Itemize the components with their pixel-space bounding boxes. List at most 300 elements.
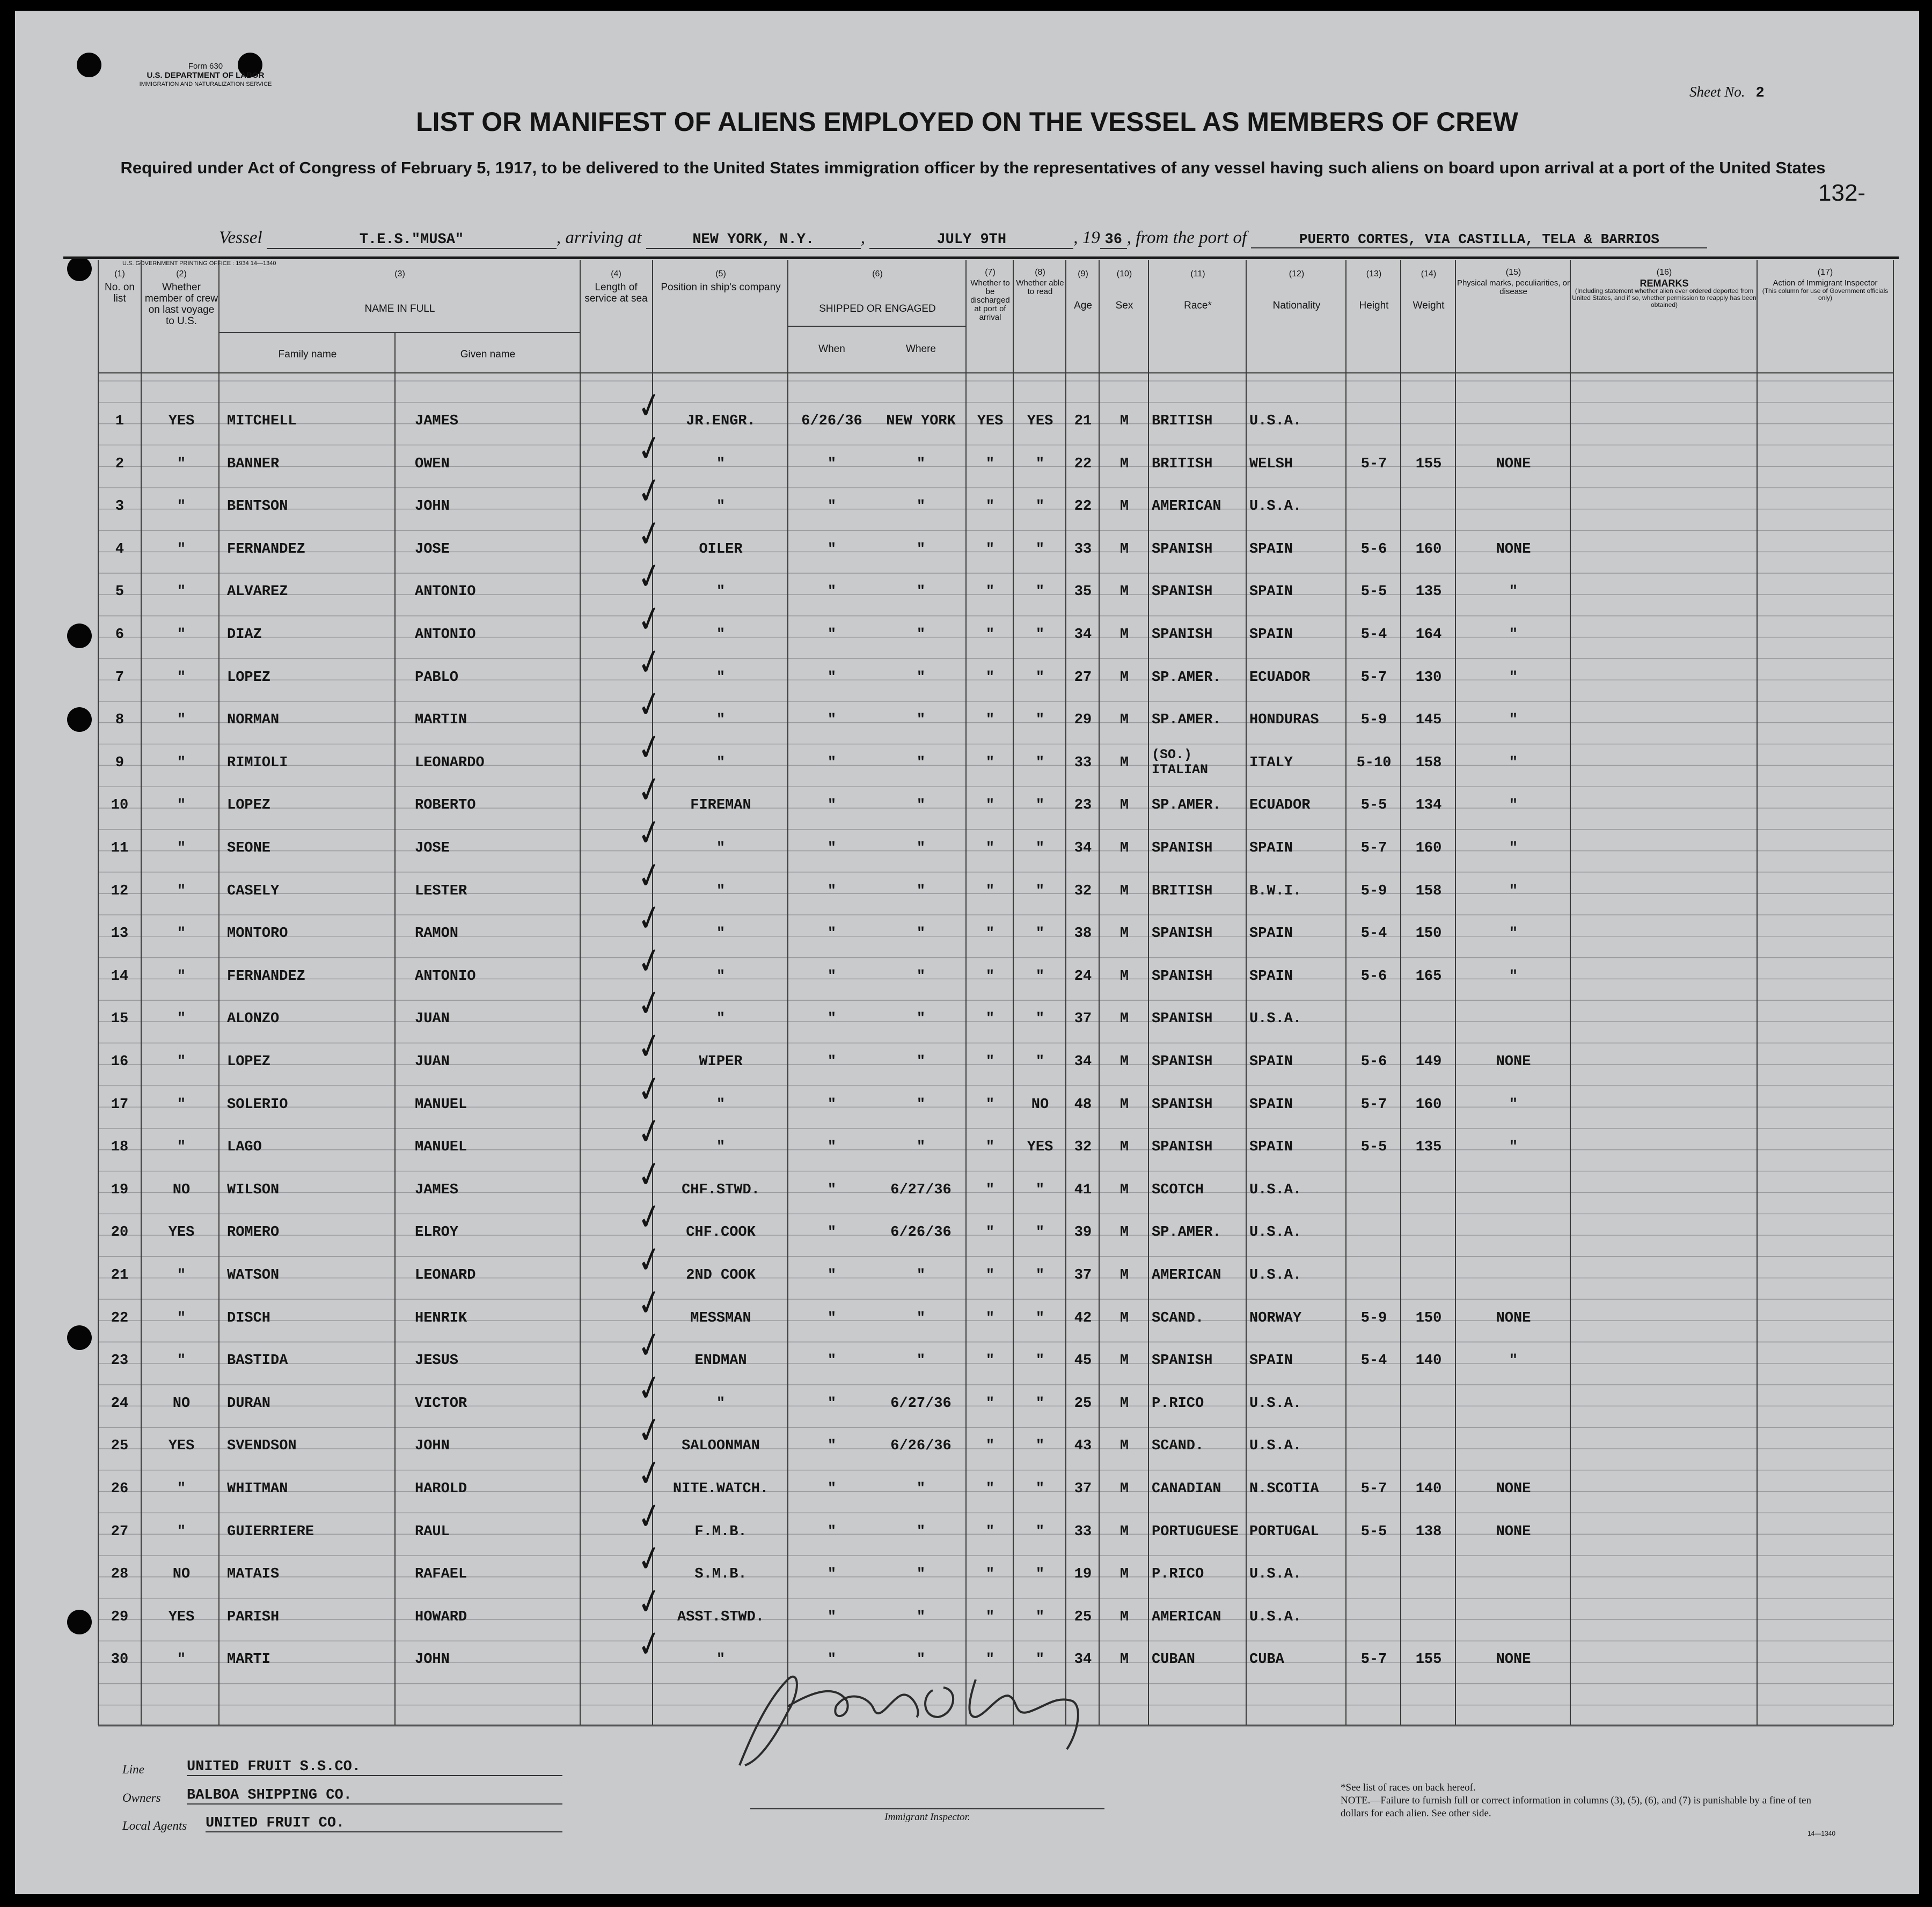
cell-family: SEONE bbox=[227, 840, 271, 856]
header-name: (3) bbox=[394, 269, 405, 278]
cell-family: BANNER bbox=[227, 456, 280, 472]
cell-weight: 160 bbox=[1415, 1096, 1442, 1113]
cell-race: SPANISH bbox=[1152, 1011, 1213, 1028]
arriving-label: , arriving at bbox=[556, 228, 642, 247]
cell-when: " bbox=[827, 712, 837, 729]
check-mark-icon: ✓ bbox=[635, 641, 665, 685]
cell-weight: 150 bbox=[1415, 1310, 1442, 1326]
cell-position: " bbox=[716, 456, 726, 472]
cell-family: NORMAN bbox=[227, 712, 280, 729]
cell-where: " bbox=[916, 754, 926, 771]
cell-where: " bbox=[916, 840, 926, 856]
cell-position: 2ND COOK bbox=[686, 1267, 756, 1283]
cell-given: JAMES bbox=[415, 1182, 459, 1198]
cell-when: " bbox=[827, 754, 837, 771]
cell-race: SP.AMER. bbox=[1152, 1224, 1221, 1241]
cell-given: RAUL bbox=[415, 1523, 450, 1540]
cell-sex: M bbox=[1119, 1096, 1129, 1113]
cell-no: 15 bbox=[111, 1011, 129, 1028]
cell-age: 37 bbox=[1074, 1267, 1092, 1283]
check-mark-icon: ✓ bbox=[635, 1111, 665, 1155]
cell-nationality: U.S.A. bbox=[1249, 1182, 1302, 1198]
cell-no: 21 bbox=[111, 1267, 129, 1283]
cell-read: " bbox=[1035, 627, 1045, 643]
cell-where: " bbox=[916, 1011, 926, 1028]
cell-where: " bbox=[916, 968, 926, 985]
cell-where: " bbox=[916, 584, 926, 600]
cell-where: " bbox=[916, 883, 926, 899]
cell-no: 8 bbox=[115, 712, 125, 729]
cell-height: 5-10 bbox=[1356, 754, 1392, 771]
cell-nationality: SPAIN bbox=[1249, 1139, 1293, 1156]
cell-height: 5-6 bbox=[1360, 1054, 1387, 1070]
cell-prev: " bbox=[177, 968, 186, 985]
cell-nationality: ECUADOR bbox=[1249, 797, 1311, 814]
cell-age: 32 bbox=[1074, 883, 1092, 899]
cell-when: " bbox=[827, 498, 837, 515]
cell-prev: NO bbox=[172, 1395, 191, 1412]
cell-nationality: SPAIN bbox=[1249, 926, 1293, 942]
cell-sex: M bbox=[1119, 413, 1129, 429]
cell-nationality: B.W.I. bbox=[1249, 883, 1302, 899]
page-subtitle: Required under Act of Congress of February 5, 1917, to be delivered to the United States immigration officer by the representatives of any vessel having such aliens on board upon arrival at a port of the United States bbox=[120, 158, 1826, 177]
footnotes bbox=[1341, 1781, 1834, 1820]
cell-prev: " bbox=[177, 754, 186, 771]
cell-read: " bbox=[1035, 797, 1045, 814]
check-mark-icon: ✓ bbox=[635, 811, 665, 856]
agents-value: UNITED FRUIT CO. bbox=[206, 1815, 562, 1832]
cell-given: VICTOR bbox=[415, 1395, 467, 1412]
cell-nationality: U.S.A. bbox=[1249, 498, 1302, 515]
cell-position: OILER bbox=[699, 541, 743, 558]
cell-race: CUBAN bbox=[1152, 1652, 1196, 1668]
cell-family: SOLERIO bbox=[227, 1096, 288, 1113]
cell-read: " bbox=[1035, 584, 1045, 600]
cell-when: " bbox=[827, 797, 837, 814]
cell-race: BRITISH bbox=[1152, 456, 1213, 472]
cell-weight: 160 bbox=[1415, 541, 1442, 558]
cell-position: " bbox=[716, 1011, 726, 1028]
cell-discharge: " bbox=[985, 456, 995, 472]
check-mark-icon: ✓ bbox=[635, 1623, 665, 1667]
cell-given: RAMON bbox=[415, 926, 459, 942]
cell-sex: M bbox=[1119, 1652, 1129, 1668]
cell-marks: " bbox=[1509, 797, 1518, 814]
cell-position: CHF.COOK bbox=[686, 1224, 756, 1241]
cell-where: 6/26/36 bbox=[890, 1224, 952, 1241]
cell-given: ANTONIO bbox=[415, 968, 476, 985]
check-mark-icon: ✓ bbox=[635, 1580, 665, 1624]
cell-height: 5-6 bbox=[1360, 968, 1387, 985]
cell-weight: 155 bbox=[1415, 1652, 1442, 1668]
cell-marks: " bbox=[1509, 968, 1518, 985]
owners-value: BALBOA SHIPPING CO. bbox=[187, 1787, 562, 1805]
cell-family: WHITMAN bbox=[227, 1481, 288, 1497]
cell-given: MANUEL bbox=[415, 1096, 467, 1113]
cell-where: NEW YORK bbox=[886, 413, 956, 429]
cell-given: OWEN bbox=[415, 456, 450, 472]
cell-discharge: " bbox=[985, 498, 995, 515]
cell-race: SP.AMER. bbox=[1152, 669, 1221, 686]
cell-race: P.RICO bbox=[1152, 1566, 1204, 1583]
cell-given: PABLO bbox=[415, 669, 459, 686]
cell-when: " bbox=[827, 1310, 837, 1326]
cell-sex: M bbox=[1119, 1395, 1129, 1412]
cell-no: 24 bbox=[111, 1395, 129, 1412]
header-shipped-title: SHIPPED OR ENGAGED bbox=[819, 303, 936, 314]
cell-discharge: " bbox=[985, 1139, 995, 1156]
cell-no: 1 bbox=[115, 413, 125, 429]
cell-family: GUIERRIERE bbox=[227, 1523, 314, 1540]
cell-marks: NONE bbox=[1496, 1523, 1531, 1540]
cell-nationality: U.S.A. bbox=[1249, 1609, 1302, 1625]
cell-family: WILSON bbox=[227, 1182, 280, 1198]
cell-prev: " bbox=[177, 456, 186, 472]
cell-read: " bbox=[1035, 498, 1045, 515]
cell-prev: " bbox=[177, 1054, 186, 1070]
cell-nationality: SPAIN bbox=[1249, 968, 1293, 985]
cell-given: RAFAEL bbox=[415, 1566, 467, 1583]
cell-nationality: NORWAY bbox=[1249, 1310, 1302, 1326]
cell-discharge: " bbox=[985, 1353, 995, 1369]
inspector-signature bbox=[707, 1658, 1115, 1776]
cell-prev: YES bbox=[168, 1438, 195, 1455]
cell-marks: " bbox=[1509, 627, 1518, 643]
cell-race: SPANISH bbox=[1152, 1353, 1213, 1369]
cell-nationality: ECUADOR bbox=[1249, 669, 1311, 686]
cell-marks: NONE bbox=[1496, 1054, 1531, 1070]
cell-age: 43 bbox=[1074, 1438, 1092, 1455]
cell-no: 13 bbox=[111, 926, 129, 942]
cell-given: JESUS bbox=[415, 1353, 459, 1369]
cell-position: " bbox=[716, 883, 726, 899]
cell-age: 22 bbox=[1074, 498, 1092, 515]
cell-race: SPANISH bbox=[1152, 1139, 1213, 1156]
cell-marks: " bbox=[1509, 926, 1518, 942]
cell-prev: YES bbox=[168, 1224, 195, 1241]
cell-family: PARISH bbox=[227, 1609, 280, 1625]
cell-age: 42 bbox=[1074, 1310, 1092, 1326]
cell-marks: " bbox=[1509, 840, 1518, 856]
cell-height: 5-4 bbox=[1360, 926, 1387, 942]
check-mark-icon: ✓ bbox=[635, 769, 665, 813]
from-port-label: , from the port of bbox=[1126, 228, 1247, 247]
cell-height: 5-5 bbox=[1360, 1139, 1387, 1156]
cell-age: 41 bbox=[1074, 1182, 1092, 1198]
check-mark-icon: ✓ bbox=[635, 1238, 665, 1283]
cell-read: NO bbox=[1031, 1096, 1049, 1113]
cell-when: " bbox=[827, 883, 837, 899]
cell-position: JR.ENGR. bbox=[686, 413, 756, 429]
cell-prev: " bbox=[177, 627, 186, 643]
cell-race: CANADIAN bbox=[1152, 1481, 1221, 1497]
cell-age: 21 bbox=[1074, 413, 1092, 429]
cell-prev: " bbox=[177, 1011, 186, 1028]
header-position: (5) Position in ship's company bbox=[661, 269, 781, 293]
cell-sex: M bbox=[1119, 498, 1129, 515]
cell-where: " bbox=[916, 712, 926, 729]
cell-family: LOPEZ bbox=[227, 669, 271, 686]
form-number: Form 630 bbox=[188, 62, 223, 71]
cell-discharge: " bbox=[985, 1438, 995, 1455]
header-no: (1) No. on list bbox=[105, 269, 135, 304]
cell-height: 5-4 bbox=[1360, 1353, 1387, 1369]
cell-sex: M bbox=[1119, 1139, 1129, 1156]
cell-weight: 130 bbox=[1415, 669, 1442, 686]
cell-read: " bbox=[1035, 456, 1045, 472]
service-name: IMMIGRATION AND NATURALIZATION SERVICE bbox=[139, 81, 272, 87]
cell-when: " bbox=[827, 1609, 837, 1625]
cell-family: ALONZO bbox=[227, 1011, 280, 1028]
cell-race: SPANISH bbox=[1152, 584, 1213, 600]
cell-sex: M bbox=[1119, 1566, 1129, 1583]
cell-weight: 138 bbox=[1415, 1523, 1442, 1540]
cell-sex: M bbox=[1119, 1609, 1129, 1625]
cell-family: MITCHELL bbox=[227, 413, 297, 429]
check-mark-icon: ✓ bbox=[635, 512, 665, 556]
check-mark-icon: ✓ bbox=[635, 726, 665, 770]
cell-marks: " bbox=[1509, 883, 1518, 899]
cell-given: JOSE bbox=[415, 541, 450, 558]
cell-sex: M bbox=[1119, 968, 1129, 985]
cell-nationality: SPAIN bbox=[1249, 1353, 1293, 1369]
cell-no: 11 bbox=[111, 840, 129, 856]
cell-nationality: U.S.A. bbox=[1249, 1224, 1302, 1241]
cell-read: " bbox=[1035, 1523, 1045, 1540]
cell-family: CASELY bbox=[227, 883, 280, 899]
cell-read: " bbox=[1035, 669, 1045, 686]
cell-prev: YES bbox=[168, 1609, 195, 1625]
cell-race: (SO.) ITALIAN bbox=[1152, 746, 1209, 778]
check-mark-icon: ✓ bbox=[635, 384, 665, 429]
header-sex: (10) Sex bbox=[1115, 269, 1133, 311]
handwritten-page-number: 132- bbox=[1818, 180, 1866, 206]
header-remarks: (16) REMARKS (Including statement whether alien ever ordered deported from United States, and if so, whether permission to reapply has been obtained) bbox=[1572, 268, 1757, 309]
cell-read: " bbox=[1035, 883, 1045, 899]
cell-where: " bbox=[916, 456, 926, 472]
cell-no: 9 bbox=[115, 754, 125, 771]
sheet-label: Sheet No. bbox=[1689, 84, 1745, 100]
cell-no: 5 bbox=[115, 584, 125, 600]
cell-race: SPANISH bbox=[1152, 541, 1213, 558]
cell-where: " bbox=[916, 797, 926, 814]
cell-sex: M bbox=[1119, 926, 1129, 942]
cell-marks: " bbox=[1509, 1096, 1518, 1113]
cell-read: " bbox=[1035, 754, 1045, 771]
cell-marks: " bbox=[1509, 669, 1518, 686]
cell-no: 6 bbox=[115, 627, 125, 643]
cell-nationality: SPAIN bbox=[1249, 584, 1293, 600]
date-separator: , bbox=[860, 228, 865, 247]
cell-position: ENDMAN bbox=[694, 1353, 747, 1369]
cell-family: BASTIDA bbox=[227, 1353, 288, 1369]
cell-position: " bbox=[716, 712, 726, 729]
arrival-year: 36 bbox=[1100, 232, 1127, 249]
header-inspector-action: (17) Action of Immigrant Inspector (This column for use of Government officials only) bbox=[1762, 268, 1889, 302]
cell-when: " bbox=[827, 1481, 837, 1497]
cell-race: SPANISH bbox=[1152, 926, 1213, 942]
cell-sex: M bbox=[1119, 456, 1129, 472]
cell-position: " bbox=[716, 498, 726, 515]
cell-discharge: " bbox=[985, 1481, 995, 1497]
cell-when: " bbox=[827, 1267, 837, 1283]
cell-sex: M bbox=[1119, 797, 1129, 814]
cell-sex: M bbox=[1119, 1310, 1129, 1326]
cell-where: " bbox=[916, 1139, 926, 1156]
header-previous-voyage: (2) Whether member of crew on last voyage to U.S. bbox=[144, 269, 218, 327]
cell-marks: " bbox=[1509, 712, 1518, 729]
print-code: 14—1340 bbox=[1807, 1830, 1836, 1837]
cell-discharge: " bbox=[985, 712, 995, 729]
cell-prev: NO bbox=[172, 1182, 191, 1198]
cell-height: 5-7 bbox=[1360, 1096, 1387, 1113]
cell-when: " bbox=[827, 968, 837, 985]
cell-race: AMERICAN bbox=[1152, 1609, 1221, 1625]
cell-discharge: " bbox=[985, 1054, 995, 1070]
cell-given: JAMES bbox=[415, 413, 459, 429]
cell-nationality: U.S.A. bbox=[1249, 1011, 1302, 1028]
cell-no: 29 bbox=[111, 1609, 129, 1625]
cell-read: YES bbox=[1027, 1139, 1053, 1156]
cell-given: HENRIK bbox=[415, 1310, 467, 1326]
line-value: UNITED FRUIT S.S.CO. bbox=[187, 1759, 562, 1776]
cell-nationality: PORTUGAL bbox=[1249, 1523, 1319, 1540]
cell-when: " bbox=[827, 456, 837, 472]
cell-where: " bbox=[916, 1566, 926, 1583]
cell-read: " bbox=[1035, 1395, 1045, 1412]
cell-sex: M bbox=[1119, 1523, 1129, 1540]
cell-when: " bbox=[827, 926, 837, 942]
cell-race: SCAND. bbox=[1152, 1310, 1204, 1326]
cell-discharge: " bbox=[985, 754, 995, 771]
cell-prev: " bbox=[177, 1353, 186, 1369]
cell-age: 33 bbox=[1074, 754, 1092, 771]
cell-discharge: " bbox=[985, 926, 995, 942]
cell-height: 5-6 bbox=[1360, 541, 1387, 558]
cell-given: JOSE bbox=[415, 840, 450, 856]
cell-where: " bbox=[916, 627, 926, 643]
cell-discharge: " bbox=[985, 1182, 995, 1198]
cell-position: " bbox=[716, 1395, 726, 1412]
cell-race: BRITISH bbox=[1152, 413, 1213, 429]
cell-position: " bbox=[716, 584, 726, 600]
line-label: Line bbox=[122, 1763, 144, 1776]
cell-read: " bbox=[1035, 1353, 1045, 1369]
cell-nationality: U.S.A. bbox=[1249, 1395, 1302, 1412]
cell-position: MESSMAN bbox=[690, 1310, 751, 1326]
check-mark-icon: ✓ bbox=[635, 940, 665, 984]
cell-family: SVENDSON bbox=[227, 1438, 297, 1455]
cell-discharge: " bbox=[985, 1395, 995, 1412]
cell-when: " bbox=[827, 1395, 837, 1412]
cell-weight: 135 bbox=[1415, 584, 1442, 600]
cell-discharge: YES bbox=[977, 413, 1004, 429]
cell-no: 27 bbox=[111, 1523, 129, 1540]
check-mark-icon: ✓ bbox=[635, 1025, 665, 1069]
header-discharged: (7) Whether to be discharged at port of arrival bbox=[970, 268, 1010, 322]
cell-where: " bbox=[916, 541, 926, 558]
cell-prev: " bbox=[177, 883, 186, 899]
cell-discharge: " bbox=[985, 1224, 995, 1241]
cell-prev: " bbox=[177, 1523, 186, 1540]
cell-prev: " bbox=[177, 1139, 186, 1156]
arrival-date: JULY 9TH bbox=[869, 232, 1073, 249]
cell-position: ASST.STWD. bbox=[677, 1609, 765, 1625]
cell-sex: M bbox=[1119, 712, 1129, 729]
cell-position: " bbox=[716, 754, 726, 771]
cell-marks: " bbox=[1509, 1353, 1518, 1369]
check-mark-icon: ✓ bbox=[635, 1410, 665, 1454]
cell-given: ROBERTO bbox=[415, 797, 476, 814]
cell-position: CHF.STWD. bbox=[682, 1182, 760, 1198]
cell-position: " bbox=[716, 926, 726, 942]
cell-age: 29 bbox=[1074, 712, 1092, 729]
cell-prev: " bbox=[177, 584, 186, 600]
cell-position: " bbox=[716, 968, 726, 985]
cell-weight: 140 bbox=[1415, 1353, 1442, 1369]
check-mark-icon: ✓ bbox=[635, 598, 665, 642]
cell-no: 16 bbox=[111, 1054, 129, 1070]
cell-nationality: U.S.A. bbox=[1249, 1267, 1302, 1283]
cell-when: " bbox=[827, 1139, 837, 1156]
vessel-name: T.E.S."MUSA" bbox=[267, 232, 557, 249]
cell-age: 34 bbox=[1074, 840, 1092, 856]
cell-prev: " bbox=[177, 712, 186, 729]
cell-family: WATSON bbox=[227, 1267, 280, 1283]
header-nationality: (12) Nationality bbox=[1272, 269, 1321, 311]
manifest-page bbox=[15, 11, 1919, 1894]
cell-weight: 135 bbox=[1415, 1139, 1442, 1156]
cell-when: 6/26/36 bbox=[801, 413, 862, 429]
cell-weight: 140 bbox=[1415, 1481, 1442, 1497]
cell-given: LEONARDO bbox=[415, 754, 485, 771]
cell-height: 5-9 bbox=[1360, 712, 1387, 729]
cell-prev: " bbox=[177, 541, 186, 558]
cell-prev: YES bbox=[168, 413, 195, 429]
cell-marks: NONE bbox=[1496, 456, 1531, 472]
cell-no: 30 bbox=[111, 1652, 129, 1668]
cell-no: 19 bbox=[111, 1182, 129, 1198]
cell-prev: " bbox=[177, 1652, 186, 1668]
cell-where: " bbox=[916, 1096, 926, 1113]
cell-family: ROMERO bbox=[227, 1224, 280, 1241]
header-able-read: (8) Whether able to read bbox=[1016, 268, 1064, 296]
cell-weight: 164 bbox=[1415, 627, 1442, 643]
cell-race: SP.AMER. bbox=[1152, 712, 1221, 729]
cell-no: 26 bbox=[111, 1481, 129, 1497]
arrival-port: NEW YORK, N.Y. bbox=[646, 232, 861, 249]
cell-age: 23 bbox=[1074, 797, 1092, 814]
cell-sex: M bbox=[1119, 541, 1129, 558]
cell-family: LOPEZ bbox=[227, 1054, 271, 1070]
cell-read: " bbox=[1035, 1652, 1045, 1668]
check-mark-icon: ✓ bbox=[635, 555, 665, 599]
cell-sex: M bbox=[1119, 840, 1129, 856]
cell-race: BRITISH bbox=[1152, 883, 1213, 899]
cell-position: FIREMAN bbox=[690, 797, 751, 814]
check-mark-icon: ✓ bbox=[635, 1196, 665, 1240]
cell-when: " bbox=[827, 1011, 837, 1028]
cell-age: 22 bbox=[1074, 456, 1092, 472]
cell-read: " bbox=[1035, 1609, 1045, 1625]
cell-position: " bbox=[716, 627, 726, 643]
cell-read: " bbox=[1035, 1566, 1045, 1583]
cell-prev: NO bbox=[172, 1566, 191, 1583]
check-mark-icon: ✓ bbox=[635, 854, 665, 898]
page-title: LIST OR MANIFEST OF ALIENS EMPLOYED ON THE VESSEL AS MEMBERS OF CREW bbox=[416, 107, 1518, 137]
cell-age: 37 bbox=[1074, 1011, 1092, 1028]
cell-given: JOHN bbox=[415, 1438, 450, 1455]
